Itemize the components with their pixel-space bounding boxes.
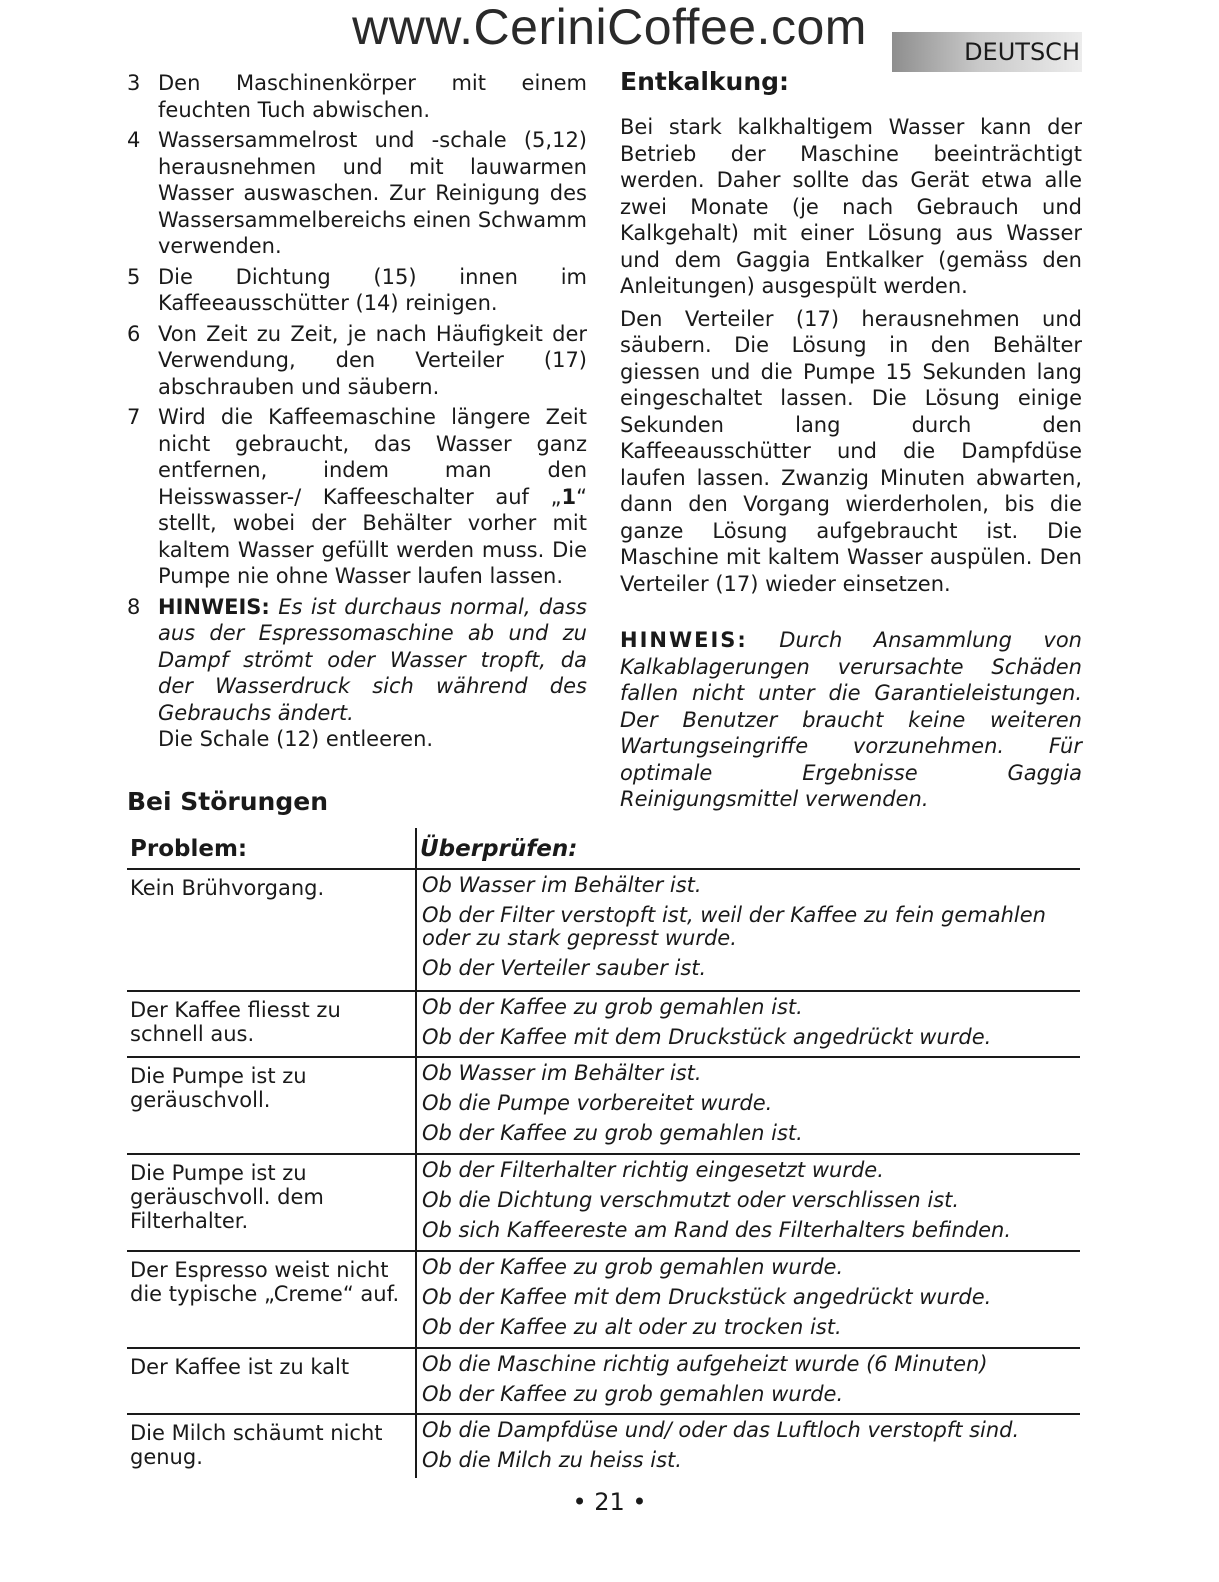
- table-header: [127, 828, 1080, 870]
- troubleshooting-table: [127, 828, 1080, 1481]
- check-cell: [422, 874, 1077, 987]
- step-text: Wassersammelrost und -schale (5,12) herausnehmen und mit lauwarmen Wasser auswaschen. Zur Reinigung des Wassersammelbereichs einen Schwamm verwenden.: [158, 128, 587, 258]
- step-7: [127, 404, 587, 590]
- table-row: [127, 1415, 1080, 1481]
- check-item: Ob sich Kaffeereste am Rand des Filterhalters befinden.: [422, 1218, 1012, 1242]
- check-item: Ob der Kaffee mit dem Druckstück angedrückt wurde.: [422, 1285, 992, 1309]
- note-text: Durch Ansammlung von Kalkablagerungen verursachte Schäden fallen nicht unter die Garantieleistungen. Der Benutzer braucht keine weiteren Wartungseingriffe vorzunehmen. Für optimale Ergebnisse Gaggia Reinigungsmittel verwenden.: [620, 628, 1082, 811]
- watermark-url: www.CeriniCoffee.com: [352, 0, 867, 55]
- descaling-paragraph: Den Verteiler (17) herausnehmen und säubern. Die Lösung in den Behälter giessen und die Pumpe 15 Sekunden lang eingeschaltet lassen. Die Lösung einige Sekunden lang durch den Kaffeeausschütter und die Dampfdüse laufen lassen. Zwanzig Minuten abwarten, dann den Vorgang wierderholen, bis die ganze Lösung aufgebraucht ist. Die Maschine mit kaltem Wasser auspülen. Den Verteiler (17) wieder einsetzen.: [620, 306, 1082, 596]
- check-item: Ob der Kaffee mit dem Druckstück angedrückt wurde.: [422, 1025, 992, 1049]
- check-item: Ob Wasser im Behälter ist.: [422, 873, 702, 897]
- check-cell: [422, 1419, 1077, 1479]
- step-number: 3: [127, 71, 141, 95]
- note-text: Es ist durchaus normal, dass aus der Espressomaschine ab und zu Dampf strömt oder Wasser tropft, da der Wasserdruck sich während des Gebrauchs ändert.: [158, 594, 587, 725]
- check-item: Ob der Filter verstopft ist, weil der Kaffee zu fein gemahlen oder zu stark gepresst wurde.: [422, 903, 1046, 950]
- problem-cell: Die Pumpe ist zu geräuschvoll.: [130, 1064, 307, 1112]
- column-header-problem: Problem:: [130, 836, 248, 862]
- note-label: HINWEIS:: [158, 594, 270, 619]
- table-row: [127, 992, 1080, 1058]
- table-row: [127, 870, 1080, 992]
- check-cell: [422, 996, 1077, 1056]
- language-tab: DEUTSCH: [892, 32, 1082, 72]
- table-row: [127, 1155, 1080, 1252]
- page-number: • 21 •: [572, 1488, 647, 1516]
- check-cell: [422, 1159, 1077, 1249]
- check-cell: [422, 1062, 1077, 1152]
- check-item: Ob der Kaffee zu grob gemahlen ist.: [422, 1121, 803, 1145]
- check-cell: [422, 1353, 1077, 1413]
- check-item: Ob der Kaffee zu grob gemahlen wurde.: [422, 1255, 844, 1279]
- problem-cell: Kein Brühvorgang.: [130, 876, 325, 900]
- step-text: Den Maschinenkörper mit einem feuchten Tuch abwischen.: [158, 71, 587, 122]
- step-text: Von Zeit zu Zeit, je nach Häufigkeit der Verwendung, den Verteiler (17) abschrauben und säubern.: [158, 321, 587, 399]
- step-6: [127, 321, 587, 401]
- step-text: Die Dichtung (15) innen im Kaffeeausschütter (14) reinigen.: [158, 264, 587, 315]
- check-cell: [422, 1256, 1077, 1346]
- table-row: [127, 1058, 1080, 1155]
- check-item: Ob der Filterhalter richtig eingesetzt wurde.: [422, 1158, 884, 1182]
- check-item: Ob die Dampfdüse und/ oder das Luftloch verstopft sind.: [422, 1418, 1020, 1442]
- note-label: HINWEIS:: [620, 628, 748, 652]
- check-item: Ob die Maschine richtig aufgeheizt wurde (6 Minuten): [422, 1352, 988, 1376]
- step-number: 4: [127, 128, 141, 152]
- step-text-before: Wird die Kaffeemaschine längere Zeit nicht gebraucht, das Wasser ganz entfernen, indem man den Heisswasser-/ Kaffeeschalter auf „: [158, 405, 587, 509]
- step-8: [127, 594, 587, 753]
- check-item: Ob der Verteiler sauber ist.: [422, 956, 707, 980]
- maintenance-steps: [127, 70, 587, 757]
- descaling-note: [620, 627, 1082, 813]
- step-number: 6: [127, 321, 141, 346]
- descaling-section: [620, 66, 1082, 813]
- problem-cell: Die Pumpe ist zu geräuschvoll. dem Filterhalter.: [130, 1161, 324, 1233]
- check-item: Ob der Kaffee zu grob gemahlen wurde.: [422, 1382, 844, 1406]
- step-number: 8: [127, 594, 141, 619]
- step-3: [127, 70, 587, 123]
- problem-cell: Der Kaffee ist zu kalt: [130, 1355, 350, 1379]
- table-row: [127, 1252, 1080, 1349]
- step-extra-text: Die Schale (12) entleeren.: [158, 727, 434, 751]
- check-item: Ob die Milch zu heiss ist.: [422, 1448, 682, 1472]
- problem-cell: Die Milch schäumt nicht genug.: [130, 1421, 383, 1469]
- step-text-after: “ stellt, wobei der Behälter vorher mit kaltem Wasser gefüllt werden muss. Die Pumpe nie ohne Wasser laufen lassen.: [158, 484, 587, 588]
- step-number: 7: [127, 405, 141, 429]
- step-5: [127, 264, 587, 317]
- step-number: 5: [127, 264, 141, 289]
- descaling-paragraph: Bei stark kalkhaltigem Wasser kann der Betrieb der Maschine beeinträchtigt werden. Daher sollte das Gerät etwa alle zwei Monate (je nach Gebrauch und Kalkgehalt) mit einer Lösung aus Wasser und dem Gaggia Entkalker (gemäss den Anleitungen) ausgespült werden.: [620, 115, 1082, 298]
- check-item: Ob die Dichtung verschmutzt oder verschlissen ist.: [422, 1188, 960, 1212]
- check-item: Ob Wasser im Behälter ist.: [422, 1061, 702, 1085]
- check-item: Ob die Pumpe vorbereitet wurde.: [422, 1091, 773, 1115]
- descaling-title: Entkalkung:: [620, 67, 790, 96]
- check-item: Ob der Kaffee zu grob gemahlen ist.: [422, 995, 803, 1019]
- problem-cell: Der Espresso weist nicht die typische „Creme“ auf.: [130, 1258, 400, 1306]
- switch-position: 1: [561, 484, 577, 509]
- table-row: [127, 1349, 1080, 1415]
- step-4: [127, 127, 587, 260]
- troubleshooting-title: Bei Störungen: [127, 787, 328, 816]
- column-header-check: Überprüfen:: [420, 836, 578, 862]
- problem-cell: Der Kaffee fliesst zu schnell aus.: [130, 998, 341, 1046]
- check-item: Ob der Kaffee zu alt oder zu trocken ist.: [422, 1315, 842, 1339]
